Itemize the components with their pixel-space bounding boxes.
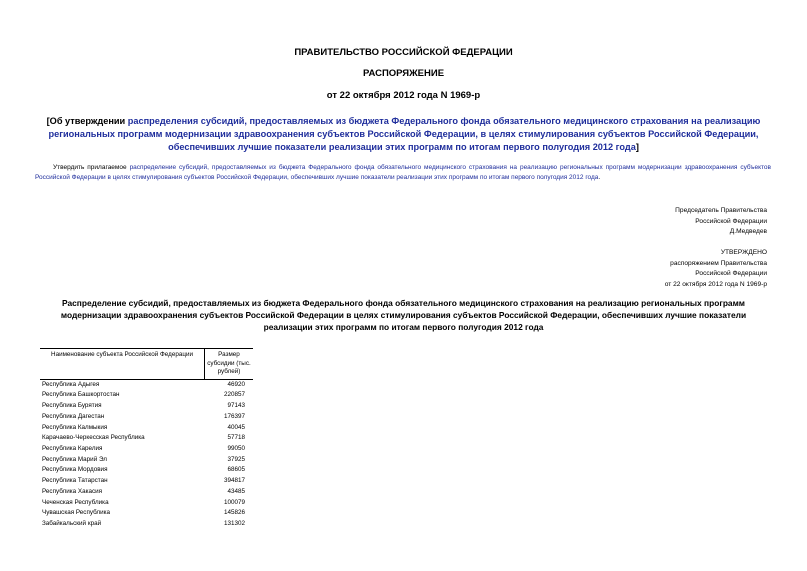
- body-link[interactable]: распределение субсидий, предоставляемых из бюджета Федерального фонда обязательного медицинского страхования на реализацию региональных программ модернизации здравоохранения субъектов Российской Федерации в целях стимулирования субъектов Российской Федерации, обеспечивших лучшие показатели реализации этих программ по итогам первого полугодия 2012 года: [35, 164, 771, 181]
- subsidy-amount-cell: 145826: [223, 509, 245, 517]
- subject-name-cell: Республика Башкортостан: [42, 391, 120, 399]
- subject-name-cell: Республика Карелия: [42, 445, 103, 452]
- table-row: [40, 401, 253, 412]
- signature-block: [675, 206, 767, 238]
- subject-name-cell: Республика Адыгея: [42, 380, 100, 388]
- subject-name-cell: Республика Бурятия: [42, 402, 102, 410]
- subject-name-cell: Забайкальский край: [42, 519, 102, 527]
- subsidy-amount-cell: 57718: [227, 434, 245, 442]
- table-row: [40, 487, 253, 498]
- subsidy-amount-cell: 131302: [223, 519, 245, 527]
- table-row: [40, 465, 253, 476]
- approval-stamp: [665, 248, 767, 290]
- subject-name-cell: Республика Дагестан: [42, 412, 105, 420]
- document-date-number: от 22 октября 2012 года N 1969-р: [326, 90, 481, 101]
- subsidy-amount-cell: 40045: [227, 423, 245, 431]
- subject-name-cell: Республика Калмыкия: [42, 423, 108, 431]
- table-row: [40, 390, 253, 401]
- column-header-amount: Размер субсидии (тыс. рублей): [205, 349, 254, 380]
- table-row: [40, 433, 253, 444]
- column-header-subject: Наименование субъекта Российской Федерации: [40, 349, 205, 380]
- subsidy-amount-cell: 97143: [227, 402, 245, 410]
- subsidy-amount-cell: 46920: [227, 380, 245, 388]
- table-header-row: [40, 349, 253, 380]
- subsidy-amount-cell: 220857: [223, 391, 245, 399]
- subsidy-amount-cell: 176397: [223, 412, 245, 420]
- document-type: РАСПОРЯЖЕНИЕ: [362, 68, 445, 79]
- subsidy-amount-cell: 100079: [223, 498, 245, 506]
- table-row: [40, 498, 253, 509]
- subsidy-amount-cell: 394817: [223, 477, 245, 485]
- subsidy-amount-cell: 43485: [227, 487, 245, 495]
- subject-name-cell: Чувашская Республика: [42, 509, 110, 517]
- subject-name-cell: Республика Татарстан: [42, 477, 108, 485]
- body-suffix: .: [598, 174, 601, 181]
- subsidy-amount-cell: 37925: [227, 455, 245, 463]
- subsidy-amount-cell: 68605: [227, 466, 245, 474]
- subsidy-amount-cell: 99050: [227, 445, 245, 452]
- subject-name-cell: Республика Марий Эл: [42, 455, 107, 463]
- subject-prefix: [Об утверждении: [46, 116, 128, 126]
- subject-link[interactable]: распределения субсидий, предоставляемых из бюджета Федерального фонда обязательного медицинского страхования на реализацию региональных программ модернизации здравоохранения субъектов Российской Федерации, в целях стимулирования субъектов Российской Федерации, обеспечивших лучшие показатели реализации этих программ по итогам первого полугодия 2012 года: [48, 116, 761, 152]
- table-row: [40, 519, 253, 530]
- subject-name-cell: Республика Мордовия: [42, 466, 108, 474]
- table-row: [40, 423, 253, 434]
- resolution-paragraph: [35, 163, 771, 183]
- subject-suffix: ]: [635, 142, 639, 152]
- approved-country: Российской Федерации: [695, 270, 767, 277]
- signature-position: Председатель Правительства: [675, 207, 767, 214]
- subsidies-table: [40, 348, 253, 530]
- table-row: [40, 379, 253, 390]
- table-row: [40, 444, 253, 455]
- government-title: ПРАВИТЕЛЬСТВО РОССИЙСКОЙ ФЕДЕРАЦИИ: [294, 47, 513, 58]
- signature-country: Российской Федерации: [695, 217, 767, 225]
- subject-name-cell: Чеченская Республика: [42, 498, 109, 506]
- subject-name-cell: Карачаево-Черкесская Республика: [42, 434, 145, 442]
- approved-date: от 22 октября 2012 года N 1969-р: [664, 280, 767, 288]
- table-row: [40, 412, 253, 423]
- subject-name-cell: Республика Хакасия: [42, 487, 103, 495]
- signature-name: Д.Медведев: [729, 228, 767, 235]
- body-prefix: Утвердить прилагаемое: [53, 164, 130, 171]
- table-row: [40, 476, 253, 487]
- document-subject: [40, 115, 767, 154]
- approved-label: УТВЕРЖДЕНО: [720, 249, 767, 256]
- distribution-title: Распределение субсидий, предоставляемых из бюджета Федерального фонда обязательного медицинского страхования на реализацию региональных программ модернизации здравоохранения субъектов Российской Федерации в целях стимулирования субъектов Российской Федерации, обеспечивших лучшие показатели реализации этих программ по итогам первого полугодия 2012 года: [60, 298, 747, 332]
- table-row: [40, 455, 253, 466]
- table-row: [40, 508, 253, 519]
- approved-by: распоряжением Правительства: [670, 259, 767, 267]
